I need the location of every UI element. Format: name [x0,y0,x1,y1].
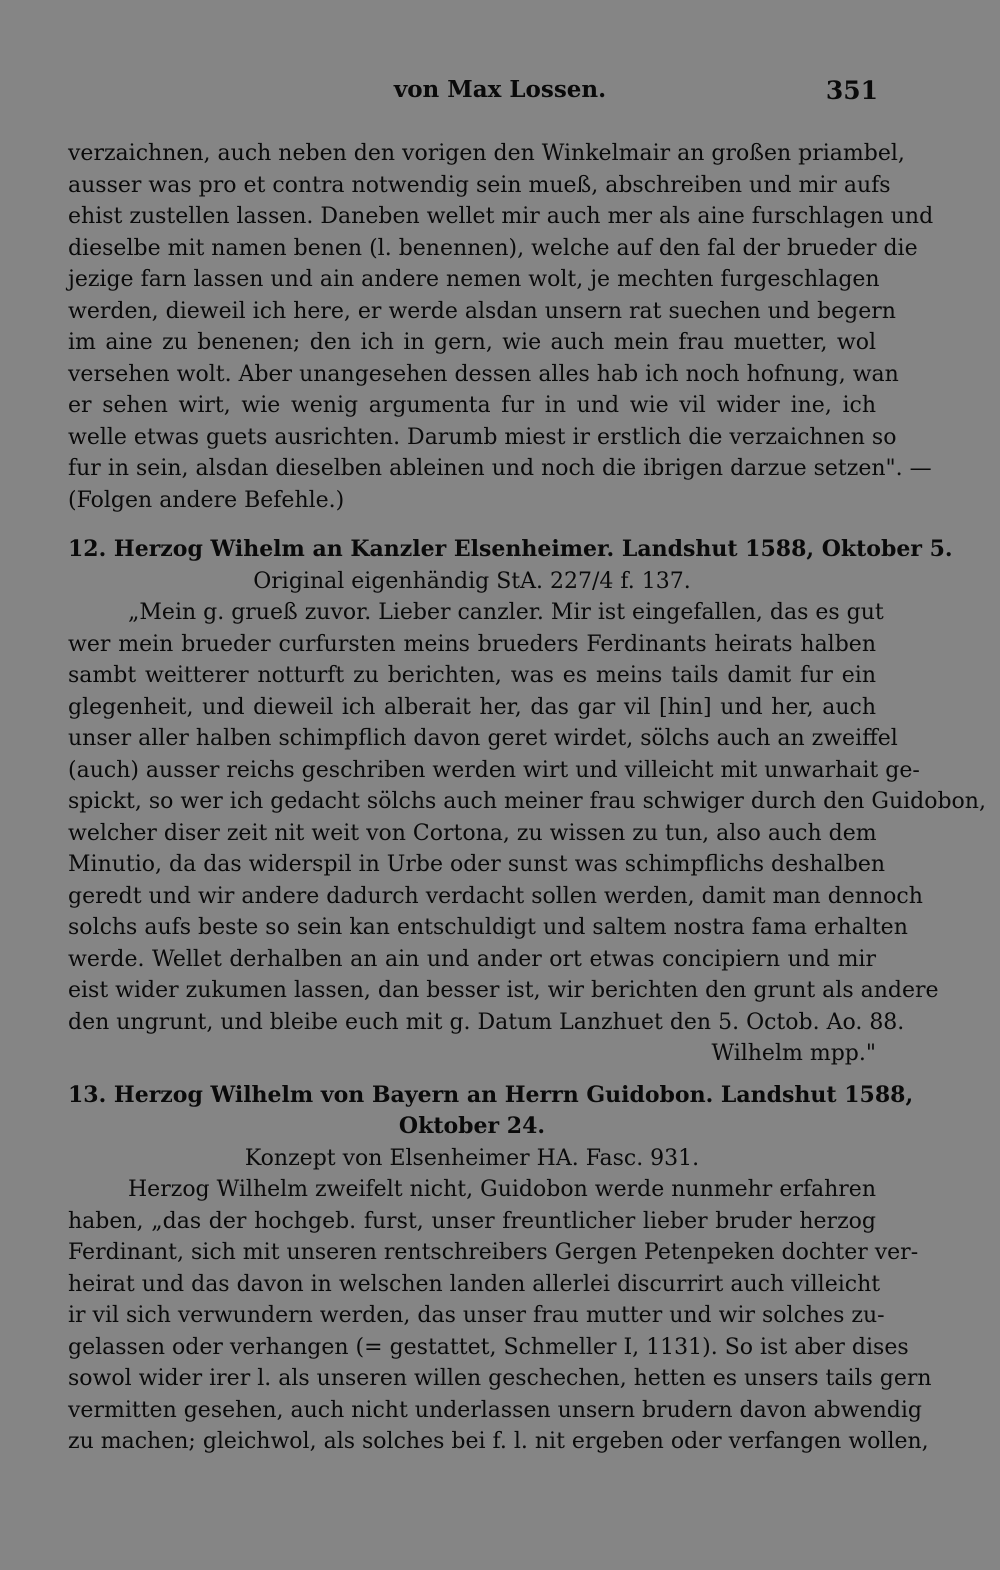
summary-line: Ferdinant, sich mit unseren rentschreibers Gergen Petenpeken dochter ver- [68,1240,919,1265]
text-line: im aine zu benenen; den ich in gern, wie auch mein frau muetter, wol [68,330,876,355]
letter-line: sambt weitterer notturft zu berichten, was es meins tails damit fur ein [68,663,876,688]
text-line: (Folgen andere Befehle.) [68,487,345,513]
letter-line: Minutio, da das widerspil in Urbe oder sunst was schimpflichs deshalben [68,852,886,877]
summary-line: Herzog Wilhelm zweifelt nicht, Guidobon werde nunmehr erfahren [128,1177,876,1202]
letter-line: „Mein g. grueß zuvor. Lieber canzler. Mir ist eingefallen, das es gut [128,600,884,625]
source-note: Original eigenhändig StA. 227/4 f. 137. [253,568,691,594]
page-body [68,138,986,1458]
text-line: verzaichnen, auch neben den vorigen den Winkelmair an großen priambel, [68,141,905,166]
summary-line: heirat und das davon in welschen landen allerlei discurrirt auch villeicht [68,1271,881,1297]
letter-line: solchs aufs beste so sein kan entschuldigt und saltem nostra fama erhalten [68,915,908,940]
section-heading-date: Oktober 24. [398,1113,546,1139]
text-line: er sehen wirt, wie wenig argumenta fur in und wie vil wider ine, ich [68,393,876,418]
summary-line: vermitten gesehen, auch nicht underlassen unsern brudern davon abwendig [68,1397,922,1423]
text-line: werden, dieweil ich here, er werde alsdan unsern rat suechen und begern [68,298,896,324]
section-12 [68,534,986,1070]
letter-line: werde. Wellet derhalben an ain und ander ort etwas concipiern und mir [68,946,876,972]
text-line: ausser was pro et contra notwendig sein mueß, abschreiben und mir aufs [68,172,891,198]
page-number: 351 [825,76,878,105]
summary-line: sowol wider irer l. als unseren willen geschechen, hetten es unsers tails gern [68,1366,932,1391]
section-13 [68,1080,932,1458]
letter-line: den ungrunt, und bleibe euch mit g. Datum Lanzhuet den 5. Octob. Ao. 88. [68,1009,905,1035]
running-head [0,76,1000,116]
text-line: ehist zustellen lassen. Daneben wellet mir auch mer als aine furschlagen und [68,204,934,229]
letter-line: eist wider zukumen lassen, dan besser ist, wir berichten den grunt als andere [68,978,939,1003]
summary-line: ir vil sich verwundern werden, das unser frau mutter und wir solches zu- [68,1303,885,1328]
text-line: versehen wolt. Aber unangesehen dessen alles hab ich noch hofnung, wan [68,361,899,387]
letter-line: welcher diser zeit nit weit von Cortona, zu wissen zu tun, also auch dem [68,820,877,846]
letter-line: wer mein brueder curfursten meins brueders Ferdinants heirats halben [68,631,876,657]
summary-line: gelassen oder verhangen (= gestattet, Schmeller I, 1131). So ist aber dises [68,1334,909,1360]
continued-paragraph [68,138,934,516]
section-heading: 12. Herzog Wihelm an Kanzler Elsenheimer. Landshut 1588, Oktober 5. [68,536,953,562]
summary-line: haben, „das der hochgeb. furst, unser freuntlicher lieber bruder herzog [68,1208,876,1234]
letter-line: spickt, so wer ich gedacht sölchs auch meiner frau schwiger durch den Guidobon, [68,789,986,814]
section-heading: 13. Herzog Wilhelm von Bayern an Herrn Guidobon. Landshut 1588, [68,1081,914,1108]
letter-line: glegenheit, und dieweil ich alberait her, das gar vil [hin] und her, auch [68,694,876,720]
text-line: dieselbe mit namen benen (l. benennen), welche auf den fal der brueder die [68,235,918,261]
letter-line: geredt und wir andere dadurch verdacht sollen werden, damit man dennoch [68,883,923,909]
text-line: fur in sein, alsdan dieselben ableinen und noch die ibrigen darzue setzen". — [68,456,932,481]
signature: Wilhelm mpp." [711,1041,876,1066]
letter-line: (auch) ausser reichs geschriben werden wirt und villeicht mit unwarhait ge- [68,757,920,783]
running-title: von Max Lossen. [393,76,607,103]
letter-line: unser aller halben schimpflich davon geret wirdet, sölchs auch an zweiffel [68,726,898,751]
source-note: Konzept von Elsenheimer HA. Fasc. 931. [244,1145,700,1171]
text-line: jezige farn lassen und ain andere nemen wolt, je mechten furgeschlagen [68,267,880,292]
text-line: welle etwas guets ausrichten. Darumb miest ir erstlich die verzaichnen so [68,424,897,450]
summary-line: zu machen; gleichwol, als solches bei f. l. nit ergeben oder verfangen wollen, [68,1429,929,1454]
